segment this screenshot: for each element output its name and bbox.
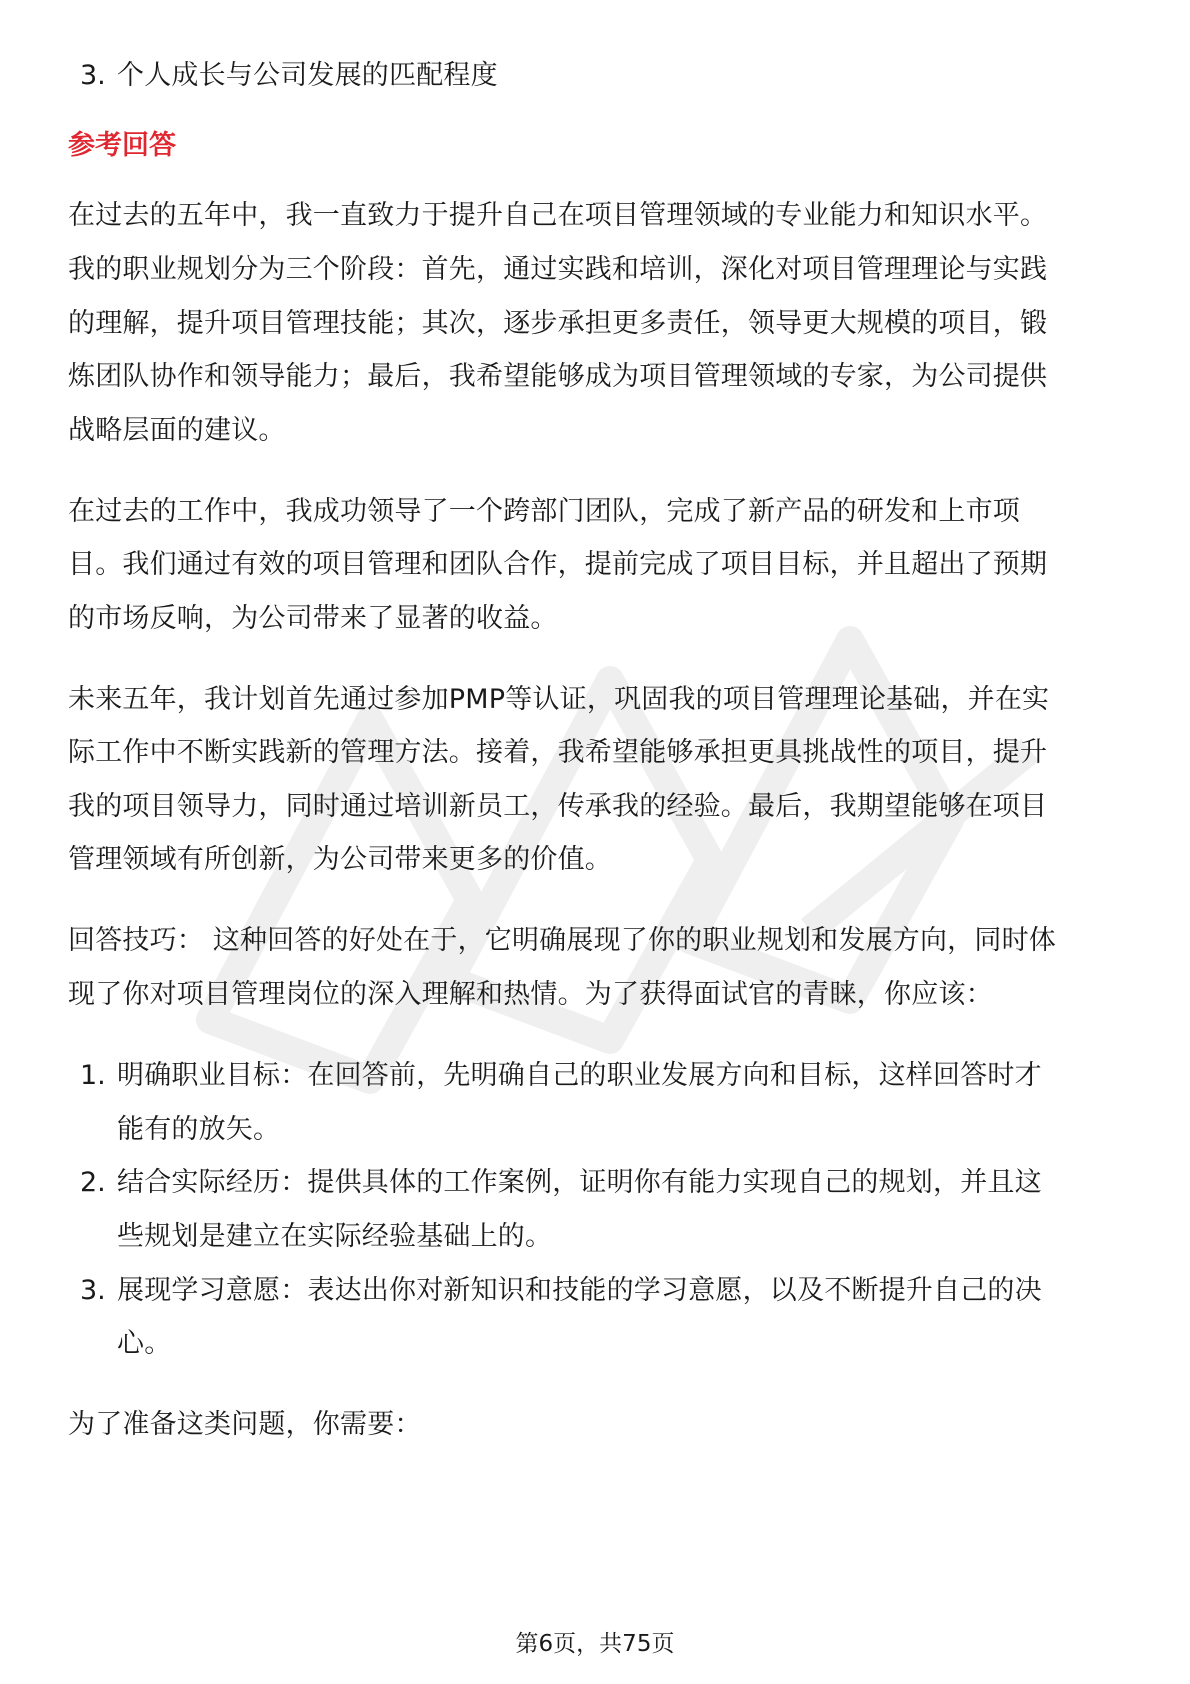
list-item-text: 个人成长与公司发展的匹配程度: [117, 60, 498, 91]
paragraph-line: 的市场反响，为公司带来了显著的收益。: [68, 603, 558, 634]
paragraph-line: 回答技巧： 这种回答的好处在于，它明确展现了你的职业规划和发展方向，同时体: [68, 925, 1056, 956]
list-item-text: 结合实际经历：提供具体的工作案例，证明你有能力实现自己的规划，并且这: [117, 1167, 1042, 1198]
paragraph-line: 际工作中不断实践新的管理方法。接着，我希望能够承担更具挑战性的项目，提升: [68, 737, 1048, 768]
paragraph-line: 未来五年，我计划首先通过参加PMP等认证，巩固我的项目管理理论基础，并在实: [68, 684, 1050, 715]
paragraph-line: 的理解，提升项目管理技能；其次，逐步承担更多责任，领导更大规模的项目，锻: [68, 308, 1048, 339]
list-item-text: 能有的放矢。: [117, 1114, 281, 1145]
paragraph-line: 在过去的五年中，我一直致力于提升自己在项目管理领域的专业能力和知识水平。: [68, 200, 1048, 231]
list-item-text: 展现学习意愿：表达出你对新知识和技能的学习意愿，以及不断提升自己的决: [117, 1275, 1042, 1306]
paragraph-line: 战略层面的建议。: [68, 415, 286, 446]
page-footer: 第6页，共75页: [515, 1631, 675, 1657]
section-title: 参考回答: [68, 130, 176, 161]
list-item-text: 明确职业目标：在回答前，先明确自己的职业发展方向和目标，这样回答时才: [117, 1060, 1042, 1091]
paragraph-line: 我的职业规划分为三个阶段：首先，通过实践和培训，深化对项目管理理论与实践: [68, 254, 1048, 285]
paragraph-line: 目。我们通过有效的项目管理和团队合作，提前完成了项目目标，并且超出了预期: [68, 549, 1048, 580]
paragraph-line: 现了你对项目管理岗位的深入理解和热情。为了获得面试官的青睐，你应该：: [68, 979, 993, 1010]
paragraph-line: 炼团队协作和领导能力；最后，我希望能够成为项目管理领域的专家，为公司提供: [68, 361, 1048, 392]
list-number: 3.: [80, 60, 106, 91]
paragraph-line: 我的项目领导力，同时通过培训新员工，传承我的经验。最后，我期望能够在项目: [68, 791, 1048, 822]
paragraph-line: 在过去的工作中，我成功领导了一个跨部门团队，完成了新产品的研发和上市项: [68, 496, 1020, 527]
list-number: 1.: [80, 1060, 106, 1091]
list-item-text: 心。: [117, 1328, 172, 1359]
list-item-text: 些规划是建立在实际经验基础上的。: [117, 1221, 553, 1252]
closing-line: 为了准备这类问题，你需要：: [68, 1409, 422, 1440]
paragraph-line: 管理领域有所创新，为公司带来更多的价值。: [68, 844, 612, 875]
list-number: 3.: [80, 1275, 106, 1306]
list-number: 2.: [80, 1167, 106, 1198]
